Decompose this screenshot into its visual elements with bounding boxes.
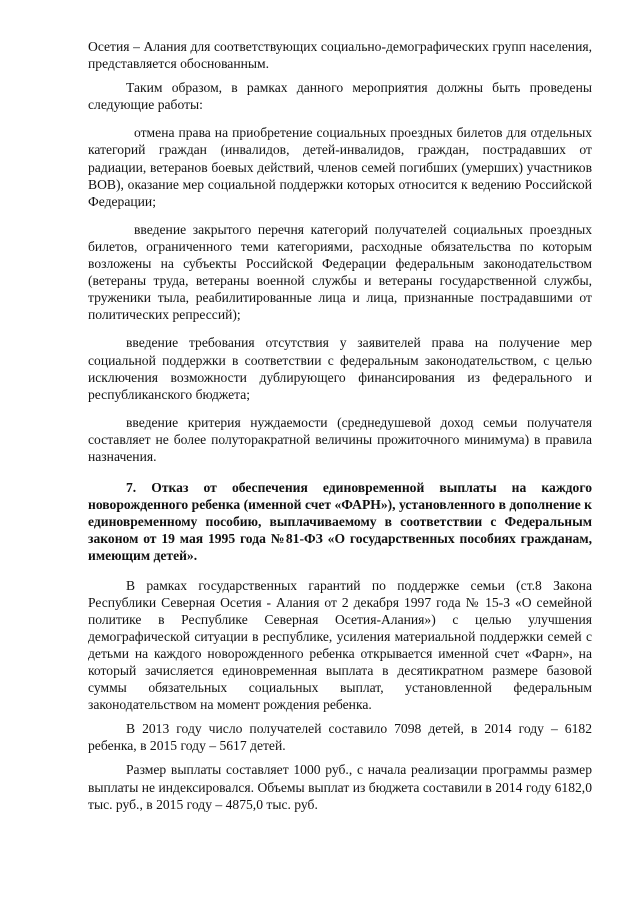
paragraph-payment-amount: Размер выплаты составляет 1000 руб., с начала реализации программы размер выплаты не индексировался. Объемы выплат из бюджета составили в 2014 году 6182,0 тыс. руб., в 2015 году – 4875,0 тыс. руб.	[88, 762, 592, 812]
paragraph-recipients-count: В 2013 году число получателей составило 7098 детей, в 2014 году – 6182 ребенка, в 2015 году – 5617 детей.	[88, 721, 592, 754]
paragraph-need-criterion: введение критерия нуждаемости (среднедушевой доход семьи получателя составляет не более полуторакратной величины прожиточного минимума) в правила назначения.	[88, 414, 592, 464]
paragraph-no-duplicate-rights: введение требования отсутствия у заявителей права на получение мер социальной поддержки в соответствии с федеральным законодательством, с целью исключения возможности дублирующего финансирования из федерального и республиканского бюджета;	[88, 335, 592, 402]
paragraph-closed-category-list: введение закрытого перечня категорий получателей социальных проездных билетов, ограниченного теми категориями, расходные обязательства по которым возложены на субъекты Российской Федерации федеральным законодательством (ветераны труда, ветераны военной службы и ветераны государственной службы, труженики тыла, реабилитированные лица и лица, признанные пострадавшими от политических репрессий);	[88, 221, 592, 323]
paragraph-works-intro: Таким образом, в рамках данного мероприятия должны быть проведены следующие работы:	[88, 80, 592, 113]
section-heading-farn: 7. Отказ от обеспечения единовременной выплаты на каждого новорожденного ребенка (именной счет «ФАРН»), установленного в дополнение к единовременному пособию, выплачиваемому в соответствии с Федеральным законом от 19 мая 1995 года №81-ФЗ «О государственных пособиях гражданам, имеющим детей».	[88, 480, 592, 564]
paragraph-farn-description: В рамках государственных гарантий по поддержке семьи (ст.8 Закона Республики Северная Осетия - Алания от 2 декабря 1997 года № 15-З «О семейной политике в Республике Северная Осетия-Алания») с целью улучшения демографической ситуации в республике, усиления материальной поддержки семей с детьми на каждого новорожденного ребенка открывается именной счет «Фарн», на который зачисляется единовременная выплата в десятикратном размере базовой суммы обязательных социальных выплат, установленной федеральным законодательством на момент рождения ребенка.	[88, 577, 592, 713]
paragraph-intro-continuation: Осетия – Алания для соответствующих социально-демографических групп населения, представляется обоснованным.	[88, 39, 592, 72]
document-page	[88, 38, 592, 813]
paragraph-ticket-rights-cancel: отмена права на приобретение социальных проездных билетов для отдельных категорий граждан (инвалидов, детей-инвалидов, граждан, пострадавших от радиации, ветеранов боевых действий, членов семей погибших (умерших) участников ВОВ), оказание мер социальной поддержки которых относится к ведению Российской Федерации;	[88, 125, 592, 209]
